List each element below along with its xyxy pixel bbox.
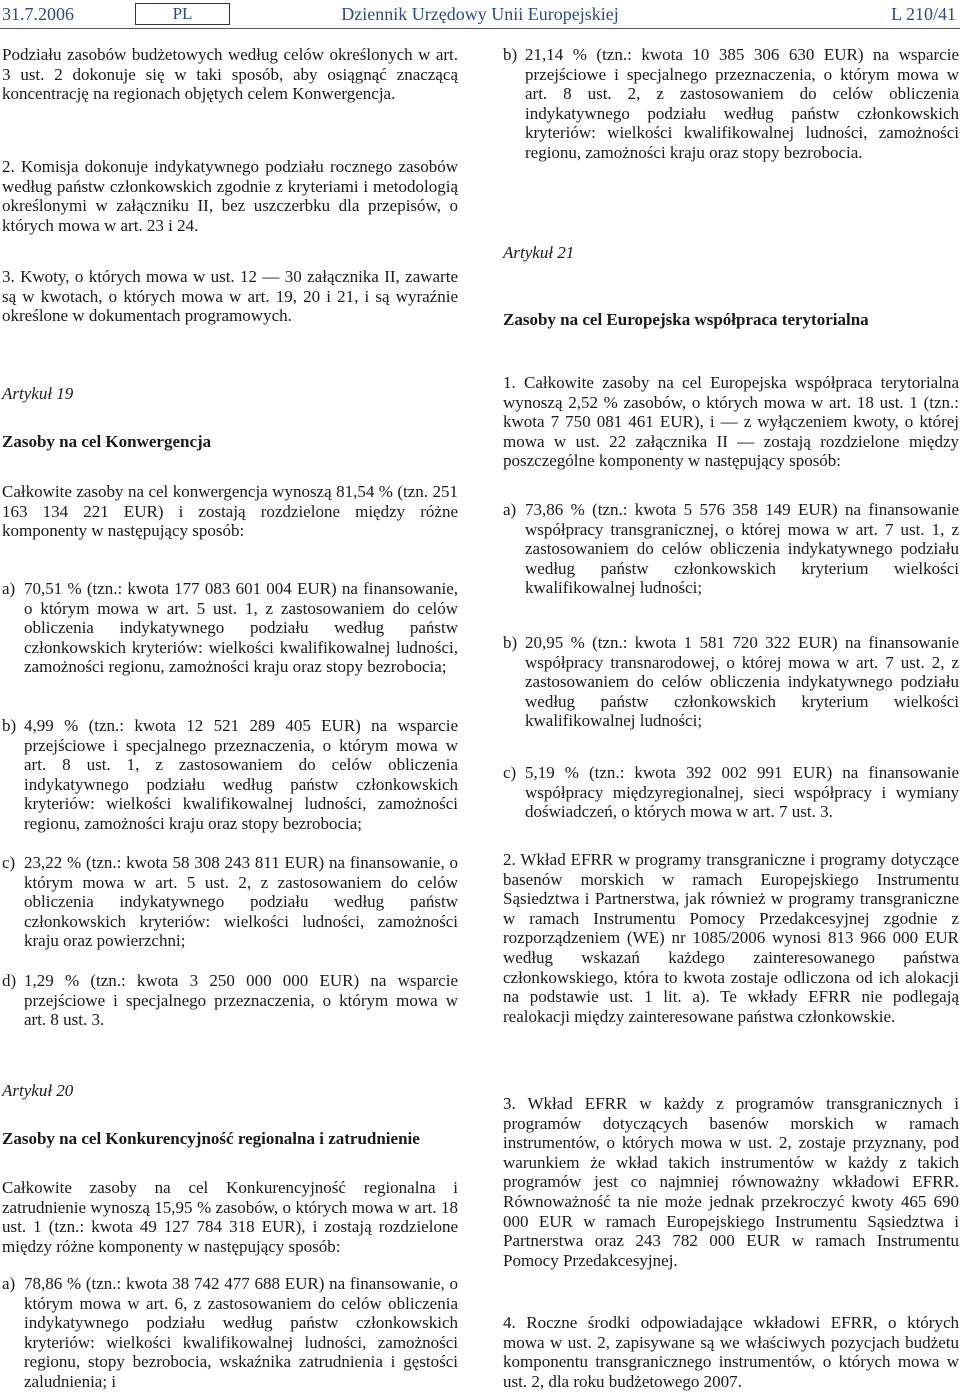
article-21-title — [503, 243, 959, 263]
article-20-intro-text: Całkowite zasoby na cel Konkurencyjność regionalna i zatrudnienie wynoszą 15,95 % zasobów, o których mowa w art. 18 ust. 1 (tzn.: kwota 49 127 784 318 EUR), i zostają rozdzielone między różne komponenty w następujący sposób: — [2, 1178, 458, 1256]
item-text: 21,14 % (tzn.: kwota 10 385 306 630 EUR) na wsparcie przejściowe i specjalnego przeznaczenia, o którym mowa w art. 8 ust. 2, z zastosowaniem do celów obliczenia indykatywnego podziału według państw członkowskich kryteriów: wielkości kwalifikowalnej ludności, zamożności regionu, zamożności kraju oraz stopy bezrobocia. — [525, 45, 959, 162]
page-header — [0, 0, 960, 30]
item-marker: d) — [2, 971, 17, 990]
intro-paragraph — [2, 45, 458, 104]
item-text: 78,86 % (tzn.: kwota 38 742 477 688 EUR) na finansowanie, o którym mowa w art. 6, z zastosowaniem do celów obliczenia indykatywnego podziału według państw członkowskich kryteriów: wielkości kwalifikowalnej ludności, zamożności regionu, stopy bezrobocia, wskaźnika zatrudnienia i gęstości zaludnienia; i — [24, 1274, 458, 1391]
item-marker: b) — [503, 45, 518, 64]
paragraph-2-text: 2. Komisja dokonuje indykatywnego podziału rocznego zasobów według państw członkowskich zgodnie z kryteriami i metodologią określonymi w załączniku II, bez uszczerbku dla przepisów, o których mowa w art. 23 i 24. — [2, 157, 458, 235]
intro-text: Podziału zasobów budżetowych według celów określonych w art. 3 ust. 2 dokonuje się w taki sposób, aby osiągnąć znaczącą koncentrację na regionach objętych celem Konwergencja. — [2, 45, 458, 104]
article-19-item-b — [2, 716, 458, 834]
article-19-heading-text: Zasoby na cel Konwergencja — [2, 432, 212, 451]
article-19-title — [2, 384, 458, 404]
item-marker: c) — [2, 853, 16, 872]
article-20-heading — [2, 1129, 458, 1149]
article-20-item-a — [2, 1274, 458, 1392]
article-21-title-text: Artykuł 21 — [503, 243, 575, 262]
header-rule — [0, 28, 960, 29]
article-20-title — [2, 1081, 458, 1101]
article-20-item-b — [503, 45, 959, 163]
article-19-intro-text: Całkowite zasoby na cel konwergencja wynoszą 81,54 % (tzn. 251 163 134 221 EUR) i zostają rozdzielone między różne komponenty w następujący sposób: — [2, 482, 458, 541]
article-19-item-a — [2, 579, 458, 677]
article-19-intro — [2, 482, 458, 541]
item-marker: b) — [2, 716, 17, 735]
article-21-paragraph-3 — [503, 1094, 959, 1270]
paragraph-3 — [2, 267, 458, 326]
article-19-title-text: Artykuł 19 — [2, 384, 74, 403]
item-text: 1,29 % (tzn.: kwota 3 250 000 000 EUR) na wsparcie przejściowe i specjalnego przeznaczenia, o którym mowa w art. 8 ust. 3. — [24, 971, 458, 1030]
item-marker: a) — [503, 500, 517, 519]
article-21-item-b — [503, 633, 959, 731]
article-21-heading-text: Zasoby na cel Europejska współpraca terytorialna — [503, 310, 869, 329]
item-marker: a) — [2, 1274, 16, 1293]
header-language-box: PL — [135, 3, 230, 25]
header-page-number: L 210/41 — [891, 4, 956, 24]
article-20-heading-text: Zasoby na cel Konkurencyjność regionalna i zatrudnienie — [2, 1129, 420, 1148]
item-marker: a) — [2, 579, 16, 598]
article-21-item-c — [503, 763, 959, 822]
article-19-heading — [2, 432, 458, 452]
article-19-item-c — [2, 853, 458, 951]
item-marker: c) — [503, 763, 517, 782]
item-marker: b) — [503, 633, 518, 652]
paragraph-3-text: 3. Kwoty, o których mowa w ust. 12 — 30 załącznika II, zawarte są w kwotach, o których mowa w art. 19, 20 i 21, i są wyraźnie określone w dokumentach programowych. — [2, 267, 458, 326]
article-21-paragraph-2 — [503, 850, 959, 1026]
item-text: 4,99 % (tzn.: kwota 12 521 289 405 EUR) na wsparcie przejściowe i specjalnego przeznaczenia, o którym mowa w art. 8 ust. 1, z zastosowaniem do celów obliczenia indykatywnego podziału według państw członkowskich kryteriów: wielkości kwalifikowalnej ludności, zamożności regionu, zamożności kraju oraz stopy bezrobocia; — [24, 716, 458, 833]
article-21-paragraph-1 — [503, 373, 959, 471]
article-21-paragraph-3-text: 3. Wkład EFRR w każdy z programów transgranicznych i programów dotyczących basenów morskich w ramach instrumentów, o których mowa w ust. 2, zostaje przyznany, pod warunkiem że wkład takich instrumentów w każdy z takich programów jest co najmniej równoważny wkładowi EFRR. Równoważność ta nie może jednak przekroczyć kwoty 465 690 000 EUR w ramach Europejskiego Instrumentu Sąsiedztwa i Partnerstwa oraz 243 782 000 EUR w ramach Instrumentu Pomocy Przedakcesyjnej. — [503, 1094, 959, 1270]
article-21-paragraph-1-text: 1. Całkowite zasoby na cel Europejska współpraca terytorialna wynoszą 2,52 % zasobów, o których mowa w art. 18 ust. 1 (tzn.: kwota 7 750 081 461 EUR), i — z wyłączeniem kwoty, o której mowa w ust. 22 załącznika II — zostają rozdzielone między poszczególne komponenty w następujący sposób: — [503, 373, 959, 471]
article-20-intro — [2, 1178, 458, 1256]
item-text: 73,86 % (tzn.: kwota 5 576 358 149 EUR) na finansowanie współpracy transgranicznej, o której mowa w art. 7 ust. 1, z zastosowaniem do celów obliczenia indykatywnego podziału według państw członkowskich kryterium wielkości kwalifikowalnej ludności; — [525, 500, 959, 598]
header-journal-title: Dziennik Urzędowy Unii Europejskiej — [341, 4, 619, 24]
article-21-item-a — [503, 500, 959, 598]
article-20-title-text: Artykuł 20 — [2, 1081, 74, 1100]
item-text: 20,95 % (tzn.: kwota 1 581 720 322 EUR) na finansowanie współpracy transnarodowej, o której mowa w art. 7 ust. 2, z zastosowaniem do celów obliczenia indykatywnego podziału według państw członkowskich kryterium wielkości kwalifikowalnej ludności; — [525, 633, 959, 731]
header-date: 31.7.2006 — [2, 4, 74, 24]
item-text: 23,22 % (tzn.: kwota 58 308 243 811 EUR) na finansowanie, o którym mowa w art. 5 ust. 2, z zastosowaniem do celów obliczenia indykatywnego podziału według państw członkowskich kryteriów: wielkości ludności, zamożności kraju oraz powierzchni; — [24, 853, 458, 951]
paragraph-2 — [2, 157, 458, 235]
article-19-item-d — [2, 971, 458, 1030]
article-21-paragraph-4-text: 4. Roczne środki odpowiadające wkładowi EFRR, o których mowa w ust. 2, zapisywane są we właściwych pozycjach budżetu komponentu transgranicznego instrumentów, o których mowa w ust. 2, dla roku budżetowego 2007. — [503, 1313, 959, 1391]
item-text: 5,19 % (tzn.: kwota 392 002 991 EUR) na finansowanie współpracy międzyregionalnej, sieci współpracy i wymiany doświadczeń, o których mowa w art. 7 ust. 3. — [525, 763, 959, 822]
article-21-paragraph-2-text: 2. Wkład EFRR w programy transgraniczne i programy dotyczące basenów morskich w ramach Europejskiego Instrumentu Sąsiedztwa i Partnerstwa, jak również w programy transgraniczne w ramach Instrumentu Pomocy Przedakcesyjnej zgodnie z rozporządzeniem (WE) nr 1085/2006 wynosi 813 966 000 EUR według wskazań każdego zainteresowanego państwa członkowskiego, która to kwota zostaje odliczona od ich alokacji na podstawie ust. 1 lit. a). Te wkłady EFRR nie podlegają realokacji między zainteresowane państwa członkowskie. — [503, 850, 959, 1026]
article-21-paragraph-4 — [503, 1313, 959, 1391]
item-text: 70,51 % (tzn.: kwota 177 083 601 004 EUR) na finansowanie, o którym mowa w art. 5 ust. 1, z zastosowaniem do celów obliczenia indykatywnego podziału według państw członkowskich kryteriów: wielkości kwalifikowalnej ludności, zamożności regionu, zamożności kraju oraz stopy bezrobocia; — [24, 579, 458, 677]
article-21-heading — [503, 310, 959, 330]
